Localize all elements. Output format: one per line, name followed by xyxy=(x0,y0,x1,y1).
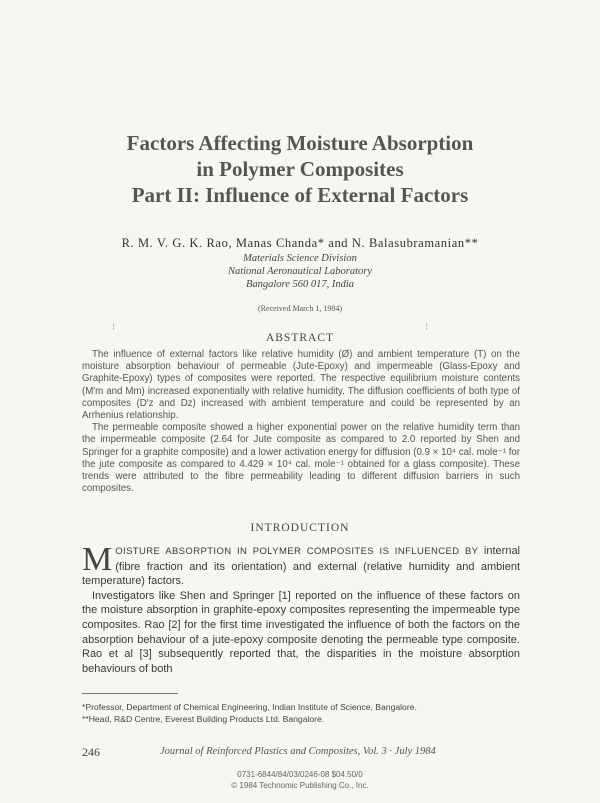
copyright-block xyxy=(40,770,560,791)
title-line-2: in Polymer Composites xyxy=(196,157,404,181)
abstract-heading: ABSTRACT xyxy=(265,332,335,344)
footnote-2: **Head, R&D Centre, Everest Building Products Ltd. Bangalore. xyxy=(82,713,325,724)
copyright-code: 0731-6844/84/03/0246-08 $04.50/0 xyxy=(237,770,363,779)
footnotes xyxy=(82,702,522,725)
author-list: R. M. V. G. K. Rao, Manas Chanda* and N. Balasubramanian** xyxy=(121,236,479,250)
journal-citation: Journal of Reinforced Plastics and Composites, Vol. 3 · July 1984 xyxy=(160,746,436,757)
introduction-heading: INTRODUCTION xyxy=(250,522,350,534)
pencil-mark-icon: ⁝ xyxy=(425,322,429,333)
affiliation-city: Bangalore 560 017, India xyxy=(245,279,355,290)
introduction-paragraph-2: Investigators like Shen and Springer [1] reported on the influence of these factors on the moisture absorption in graphite-epoxy composites representing the impermeable type composites. Rao [2] for the first time investigated the influence of both the factors on the absorption behaviour of a jute-epoxy composite denoting the permeable type composite. Rao et al [3] subsequently reported that, the disparities in the moisture absorption behaviours of both xyxy=(82,589,520,675)
abstract-paragraph-1: The influence of external factors like relative humidity (Ø) and ambient temperature (T) on the moisture absorption behaviour of permeable (Jute-Epoxy) and impermeable (Glass-Epoxy and Graphite-Epoxy) types of composites were reported. The respective equilibrium moisture contents (M′m and Mm) increased exponentially with relative humidity. The diffusion coefficients of both type of composites (D′z and Dz) increased with ambient temperature and could be represented by an Arrhenius relationship. xyxy=(82,349,520,422)
title-line-3: Part II: Influence of External Factors xyxy=(131,183,469,207)
abstract-body xyxy=(82,349,520,495)
introduction-paragraph-1-text: internal (fibre fraction and its orientation) and external (relative humidity and ambient temperature) factors. xyxy=(82,545,520,588)
drop-cap: M xyxy=(82,541,113,578)
affiliation-lab: National Aeronautical Laboratory xyxy=(227,266,373,277)
footnote-divider xyxy=(82,693,178,694)
introduction-lead: OISTURE ABSORPTION IN POLYMER COMPOSITES IS INFLUENCED BY xyxy=(115,546,479,557)
abstract-paragraph-2: The permeable composite showed a higher exponential power on the relative humidity term than the impermeable composite (2.64 for Jute composite as compared to 2.0 reported by Shen and Springer for a graphite composite) and a lower activation energy for diffusion (0.9 × 10⁴ cal. mole⁻¹ for the jute composite as compared to 4.429 × 10⁴ cal. mole⁻¹ obtained for a glass composite). These trends were attributed to the fibre permeability leading to different diffusion barriers in such composites. xyxy=(82,422,520,495)
title-line-1: Factors Affecting Moisture Absorption xyxy=(126,131,474,155)
article-title xyxy=(40,130,560,208)
received-date: (Received March 1, 1984) xyxy=(258,304,342,313)
pencil-mark-icon: ⁝ xyxy=(112,322,116,333)
copyright-publisher: © 1984 Technomic Publishing Co., Inc. xyxy=(231,780,369,790)
affiliation-division: Materials Science Division xyxy=(243,253,357,264)
affiliation xyxy=(40,252,560,291)
page-number: 246 xyxy=(82,745,100,759)
footnote-1: *Professor, Department of Chemical Engineering, Indian Institute of Science, Bangalore. xyxy=(82,702,417,712)
introduction-paragraph-1 xyxy=(82,541,520,589)
introduction-body xyxy=(82,541,520,676)
